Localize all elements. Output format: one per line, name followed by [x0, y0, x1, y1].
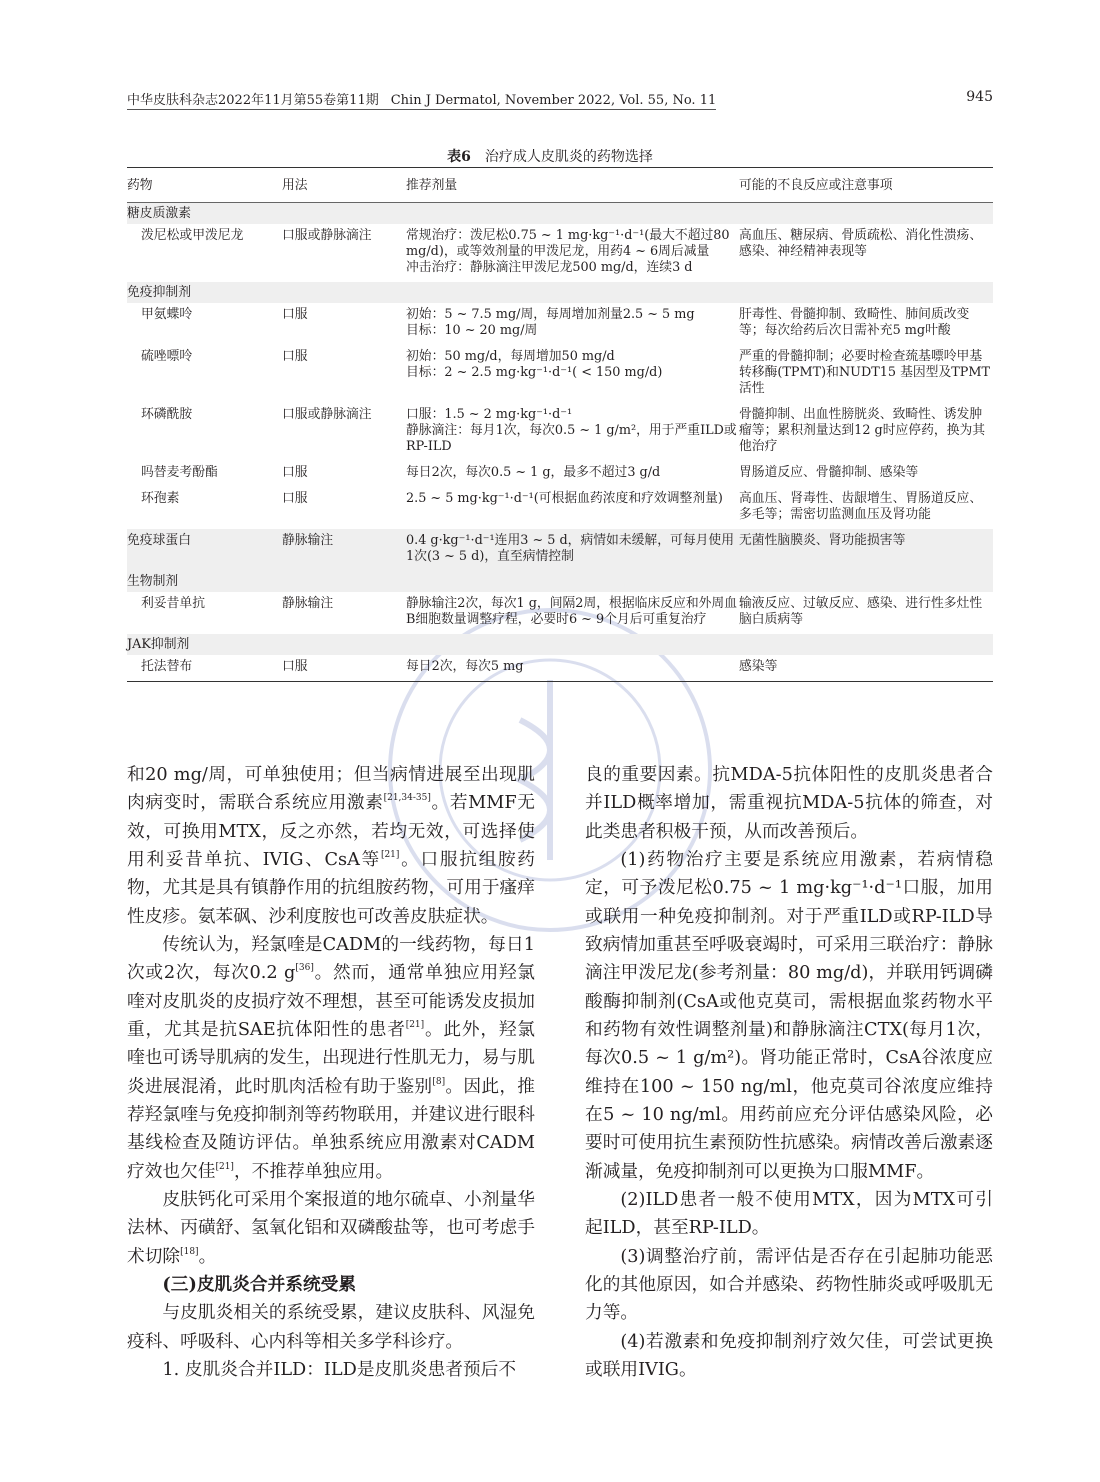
table-label: 表6 — [447, 149, 471, 165]
administration-route: 静脉输注 — [282, 596, 334, 611]
cell-line: 肝毒性、骨髓抑制、致畸性、肺间质改变等；每次给药后次日需补充5 mg叶酸 — [739, 307, 970, 338]
paragraph — [127, 1186, 535, 1271]
table-group-row — [127, 634, 993, 655]
cell-line: 骨髓抑制、出血性膀胱炎、致畸性、诱发肿瘤等；累积剂量达到12 g时应停药，换为其他治疗 — [739, 407, 986, 454]
drug-name: 免疫球蛋白 — [127, 529, 282, 571]
paragraph — [585, 846, 993, 1186]
table-title: 治疗成人皮肌炎的药物选择 — [484, 149, 653, 165]
cell-line: 初始：50 mg/d，每周增加50 mg/d — [406, 349, 615, 364]
paragraph-text: ，不推荐单独应用。 — [233, 1161, 394, 1182]
adverse-effects — [739, 592, 993, 634]
table-row — [127, 224, 993, 282]
adverse-effects — [739, 345, 993, 403]
paragraph-text: 传统认为，羟氯喹是CADM的一线药物，每日1次或2次，每次0.2 g — [127, 934, 535, 984]
administration-route: 口服或静脉滴注 — [282, 228, 372, 243]
adverse-effects — [739, 303, 993, 345]
adverse-effects — [739, 224, 993, 282]
cell-line: 口服：1.5 ~ 2 mg·kg⁻¹·d⁻¹ — [406, 407, 573, 422]
column-header: 药物 — [127, 168, 282, 203]
table-row — [127, 345, 993, 403]
recommended-dose — [406, 487, 739, 529]
table-group-row — [127, 203, 993, 225]
table-group-row — [127, 571, 993, 592]
administration-route: 口服或静脉滴注 — [282, 407, 372, 422]
cell-line: 高血压、肾毒性、齿龈增生、胃肠道反应、多毛等；需密切监测血压及肾功能 — [739, 491, 983, 522]
table-row — [127, 303, 993, 345]
page-number: 945 — [966, 89, 993, 105]
citation: [18] — [180, 1246, 199, 1257]
drug-name: 吗替麦考酚酯 — [141, 465, 218, 480]
paragraph — [127, 1356, 535, 1384]
body-column-left — [127, 761, 535, 1384]
paragraph-text: 1. 皮肌炎合并ILD：ILD是皮肌炎患者预后不 — [162, 1359, 517, 1380]
cell-line: 严重的骨髓抑制；必要时检查巯基嘌呤甲基转移酶(TPMT)和NUDT15 基因型及TPMT活性 — [739, 349, 991, 396]
running-header — [127, 89, 716, 110]
adverse-effects — [739, 529, 993, 571]
administration-route: 口服 — [282, 491, 308, 506]
cell-line: 目标：2 ~ 2.5 mg·kg⁻¹·d⁻¹( < 150 mg/d) — [406, 365, 663, 380]
drug-name: 环孢素 — [141, 491, 180, 506]
recommended-dose — [406, 529, 739, 571]
cell-line: 高血压、糖尿病、骨质疏松、消化性溃疡、感染、神经精神表现等 — [739, 228, 983, 259]
table-header-row — [127, 168, 993, 203]
drug-name: 硫唑嘌呤 — [141, 349, 193, 364]
cell-line: 输液反应、过敏反应、感染、进行性多灶性脑白质病等 — [739, 596, 983, 627]
administration-route: 口服 — [282, 307, 308, 322]
drug-selection-table — [127, 167, 993, 682]
paragraph-text: 。 — [198, 1246, 217, 1267]
drug-name: 甲氨蝶呤 — [141, 307, 193, 322]
cell-line: 初始：5 ~ 7.5 mg/周，每周增加剂量2.5 ~ 5 mg — [406, 307, 695, 322]
table-row — [127, 655, 993, 682]
recommended-dose — [406, 345, 739, 403]
adverse-effects — [739, 461, 993, 487]
paragraph-text: 。若MMF无效，可换用MTX，反之亦然，若均无效，可选择使用利妥昔单抗、IVIG、CsA等 — [127, 793, 535, 870]
recommended-dose — [406, 655, 739, 682]
cell-line: 胃肠道反应、骨髓抑制、感染等 — [739, 465, 919, 480]
paragraph — [585, 1328, 993, 1385]
table-group-row — [127, 282, 993, 303]
paragraph — [585, 1186, 993, 1243]
paragraph — [127, 931, 535, 1186]
cell-line: 静脉输注2次，每次1 g，间隔2周，根据临床反应和外周血B细胞数量调整疗程，必要时6 ~ 9个月后可重复治疗 — [406, 596, 738, 627]
administration-route: 口服 — [282, 349, 308, 364]
cell-line: 目标：10 ~ 20 mg/周 — [406, 323, 538, 338]
paragraph-text: (3)调整治疗前，需评估是否存在引起肺功能恶化的其他原因，如合并感染、药物性肺炎或呼吸肌无力等。 — [585, 1246, 993, 1324]
journal-title-cn: 中华皮肤科杂志2022年11月第55卷第11期 — [127, 93, 379, 108]
citation: [21] — [380, 849, 400, 860]
cell-line: 每日2次，每次0.5 ~ 1 g，最多不超过3 g/d — [406, 465, 661, 480]
administration-route: 口服 — [282, 659, 308, 674]
paragraph — [585, 761, 993, 846]
paragraph-text: (4)若激素和免疫抑制剂疗效欠佳，可尝试更换或联用IVIG。 — [585, 1331, 993, 1380]
table-row — [127, 529, 993, 571]
cell-line: 静脉滴注：每月1次，每次0.5 ~ 1 g/m²，用于严重ILD或RP-ILD — [406, 423, 737, 454]
recommended-dose — [406, 224, 739, 282]
cell-line: 2.5 ~ 5 mg·kg⁻¹·d⁻¹(可根据血药浓度和疗效调整剂量) — [406, 491, 723, 506]
citation: [8] — [432, 1076, 446, 1087]
body-column-right — [585, 761, 993, 1384]
journal-title-en: Chin J Dermatol, November 2022, Vol. 55, No. 11 — [390, 93, 717, 108]
column-header: 可能的不良反应或注意事项 — [739, 168, 993, 203]
paragraph-text: 。然而，通常单独应用羟氯喹对皮肌炎的皮损疗效不理想，甚至可能诱发皮损加重，尤其是抗SAE抗体阳性的患者 — [127, 963, 535, 1040]
administration-route: 口服 — [282, 465, 308, 480]
group-label: JAK抑制剂 — [127, 634, 993, 655]
recommended-dose — [406, 403, 739, 461]
drug-name: 利妥昔单抗 — [141, 596, 205, 611]
table-row — [127, 461, 993, 487]
drug-name: 环磷酰胺 — [141, 407, 193, 422]
paragraph-text: (三)皮肌炎合并系统受累 — [162, 1273, 357, 1295]
recommended-dose — [406, 592, 739, 634]
column-header: 推荐剂量 — [406, 168, 739, 203]
table-row — [127, 487, 993, 529]
paragraph-text: 与皮肌炎相关的系统受累，建议皮肤科、风湿免疫科、呼吸科、心内科等相关多学科诊疗。 — [127, 1303, 535, 1352]
drug-name: 泼尼松或甲泼尼龙 — [141, 228, 244, 243]
citation: [21,34-35] — [383, 793, 431, 804]
table-row — [127, 403, 993, 461]
paragraph — [127, 1299, 535, 1356]
group-label: 免疫抑制剂 — [127, 282, 993, 303]
column-header: 用法 — [282, 168, 406, 203]
paragraph-text: 。因此，推荐羟氯喹与免疫抑制剂等药物联用，并建议进行眼科基线检查及随访评估。单独系统应用激素对CADM疗效也欠佳 — [127, 1076, 535, 1182]
citation: [21] — [215, 1161, 234, 1172]
paragraph-text: 皮肤钙化可采用个案报道的地尔硫卓、小剂量华法林、丙磺舒、氢氧化铝和双磷酸盐等，也可考虑手术切除 — [127, 1189, 535, 1267]
paragraph-text: 和20 mg/周，可单独使用；但当病情进展至出现肌肉病变时，需联合系统应用激素 — [127, 765, 535, 814]
paragraph-text: 。此外，羟氯喹也可诱导肌病的发生，出现进行性肌无力，易与肌炎进展混淆，此时肌肉活检有助于鉴别 — [127, 1019, 535, 1097]
paragraph-text: (2)ILD患者一般不使用MTX，因为MTX可引起ILD，甚至RP-ILD。 — [585, 1189, 993, 1239]
adverse-effects — [739, 487, 993, 529]
cell-line: 常规治疗：泼尼松0.75 ~ 1 mg·kg⁻¹·d⁻¹(最大不超过80 mg/d)，或等效剂量的甲泼尼龙，用药4 ~ 6周后减量 — [406, 228, 730, 259]
group-label: 生物制剂 — [127, 571, 993, 592]
cell-line: 无菌性脑膜炎、肾功能损害等 — [739, 533, 906, 548]
group-label: 糖皮质激素 — [127, 203, 993, 225]
recommended-dose — [406, 461, 739, 487]
cell-line: 0.4 g·kg⁻¹·d⁻¹连用3 ~ 5 d，病情如未缓解，可每月使用1次(3 ~ 5 d)，直至病情控制 — [406, 533, 735, 564]
paragraph-text: 良的重要因素。抗MDA-5抗体阳性的皮肌炎患者合并ILD概率增加，需重视抗MDA-5抗体的筛查，对此类患者积极干预，从而改善预后。 — [585, 765, 993, 842]
drug-name: 托法替布 — [141, 659, 193, 674]
adverse-effects — [739, 655, 993, 682]
paragraph-text: 。口服抗组胺药物，尤其是具有镇静作用的抗组胺药物，可用于瘙痒性皮疹。氨苯砜、沙利度胺也可改善皮肤症状。 — [127, 849, 535, 927]
paragraph-text: (1)药物治疗主要是系统应用激素，若病情稳定，可予泼尼松0.75 ~ 1 mg·kg⁻¹·d⁻¹口服，加用或联用一种免疫抑制剂。对于严重ILD或RP-ILD导致病情加重甚至呼吸衰竭时，可采用三联治疗：静脉滴注甲泼尼龙(参考剂量：80 mg/d)，并联用钙调磷酸酶抑制剂(CsA或他克莫司，需根据血浆药物水平和药物有效性调整剂量)和静脉滴注CTX(每月1次，每次0.5 ~ 1 g/m²)。肾功能正常时，CsA谷浓度应维持在100 ~ 150 ng/ml，他克莫司谷浓度应维持在5 ~ 10 ng/ml。用药前应充分评估感染风险，必要时可使用抗生素预防性抗感染。病情改善后激素逐渐减量，免疫抑制剂可以更换为口服MMF。 — [585, 849, 993, 1182]
paragraph — [127, 1271, 535, 1299]
citation: [36] — [295, 963, 314, 974]
table-row — [127, 592, 993, 634]
paragraph — [127, 761, 535, 931]
cell-line: 冲击治疗：静脉滴注甲泼尼龙500 mg/d，连续3 d — [406, 260, 693, 275]
cell-line: 感染等 — [739, 659, 778, 674]
adverse-effects — [739, 403, 993, 461]
cell-line: 每日2次，每次5 mg — [406, 659, 524, 674]
paragraph — [585, 1243, 993, 1328]
administration-route: 静脉输注 — [282, 529, 406, 571]
citation: [21] — [405, 1019, 425, 1030]
recommended-dose — [406, 303, 739, 345]
table-caption — [0, 146, 1100, 166]
